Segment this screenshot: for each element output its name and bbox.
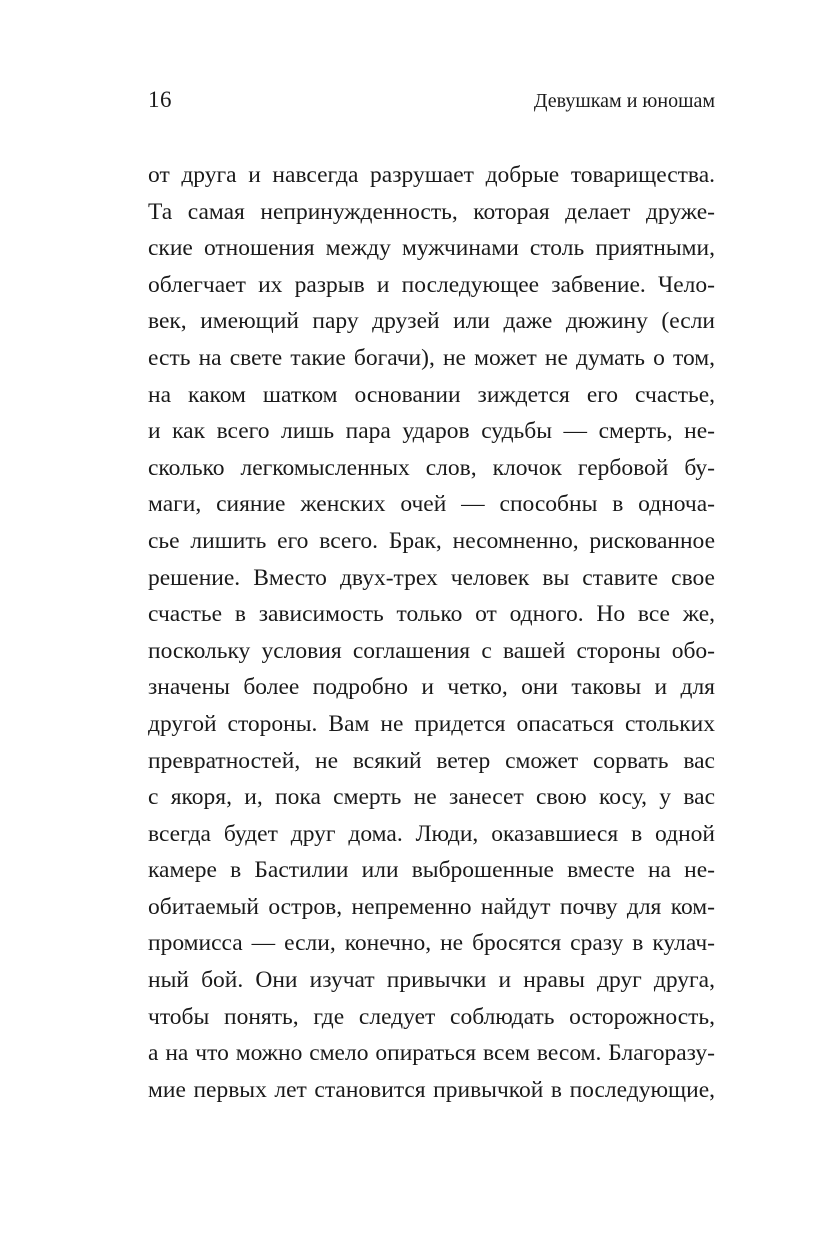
text-line: счастье в зависимость только от одного. Но все же,: [148, 601, 715, 628]
text-line: всегда будет друг дома. Люди, оказавшиеся в одной: [148, 820, 715, 847]
page-number: 16: [148, 87, 172, 112]
text-line: облегчает их разрыв и последующее забвение. Чело-: [148, 271, 715, 298]
text-line: на каком шатком основании зиждется его счастье,: [148, 381, 715, 408]
body-text: [148, 157, 715, 1108]
text-line: мие первых лет становится привычкой в последующие,: [148, 1076, 715, 1103]
text-line: от друга и навсегда разрушает добрые товарищества.: [148, 162, 715, 188]
text-line: значены более подробно и четко, они таковы и для: [148, 674, 715, 701]
text-line: век, имеющий пару друзей или даже дюжину (если: [148, 308, 715, 335]
text-line: другой стороны. Вам не придется опасаться стольких: [148, 710, 715, 737]
text-line: и как всего лишь пара ударов судьбы — смерть, не-: [148, 418, 715, 445]
text-line: превратностей, не всякий ветер сможет сорвать вас: [148, 747, 715, 774]
text-line: сколько легкомысленных слов, клочок гербовой бу-: [148, 454, 715, 481]
text-line: есть на свете такие богачи), не может не думать о том,: [148, 344, 715, 371]
text-line: ный бой. Они изучат привычки и нравы друг друга,: [148, 967, 715, 994]
text-line: с якоря, и, пока смерть не занесет свою косу, у вас: [148, 784, 715, 811]
text-line: сье лишить его всего. Брак, несомненно, рискованное: [148, 527, 715, 554]
text-line: поскольку условия соглашения с вашей стороны обо-: [148, 637, 715, 664]
text-line: маги, сияние женских очей — способны в одноча-: [148, 491, 715, 518]
running-title: Девушкам и юношам: [533, 90, 715, 112]
text-line: а на что можно смело опираться всем весом. Благоразу-: [148, 1040, 715, 1067]
text-line: чтобы понять, где следует соблюдать осторожность,: [148, 1003, 715, 1030]
text-line: обитаемый остров, непременно найдут почву для ком-: [148, 893, 715, 920]
text-line: камере в Бастилии или выброшенные вместе на не-: [148, 857, 715, 884]
text-line: ские отношения между мужчинами столь приятными,: [148, 235, 715, 262]
text-line: решение. Вместо двух-трех человек вы ставите свое: [148, 564, 715, 591]
text-line: Та самая непринужденность, которая делает друже-: [148, 198, 715, 225]
text-line: промисса — если, конечно, не бросятся сразу в кулач-: [148, 930, 715, 957]
